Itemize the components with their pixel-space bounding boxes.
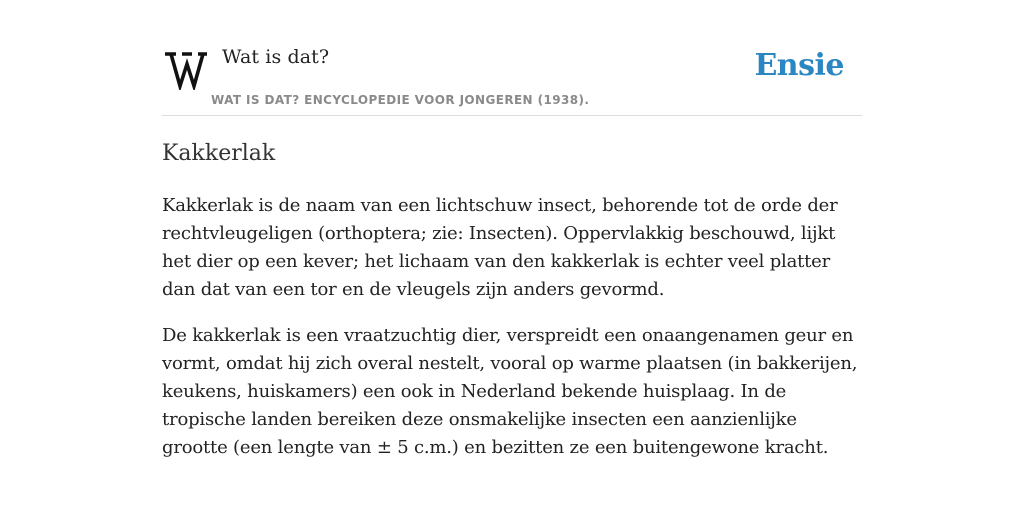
header	[162, 0, 862, 116]
source-title[interactable]: Wat is dat?	[222, 46, 330, 68]
wikipedia-w-icon[interactable]	[164, 50, 208, 90]
entry-title: Kakkerlak	[162, 141, 276, 166]
entry-body	[162, 192, 862, 480]
entry-paragraph: De kakkerlak is een vraatzuchtig dier, verspreidt een onaangenamen geur en vormt, omdat hij zich overal nestelt, vooral op warme plaatsen (in bakkerijen, keukens, huiskamers) een ook in Nederland bekende huisplaag. In de tropische landen bereiken deze onsmakelijke insecten een aanzienlijke grootte (een lengte van ± 5 c.m.) en bezitten ze een buitengewone kracht.	[162, 325, 858, 458]
entry-paragraph: Kakkerlak is de naam van een lichtschuw insect, behorende tot de orde der rechtvleugeligen (orthoptera; zie: Insecten). Oppervlakkig beschouwd, lijkt het dier op een kever; het lichaam van den kakkerlak is echter veel platter dan dat van een tor en de vleugels zijn anders gevormd.	[162, 195, 838, 300]
page	[162, 0, 862, 512]
brand-logo-link[interactable]: Ensie	[754, 48, 844, 83]
source-subtitle: WAT IS DAT? ENCYCLOPEDIE VOOR JONGEREN (1938).	[211, 93, 590, 107]
